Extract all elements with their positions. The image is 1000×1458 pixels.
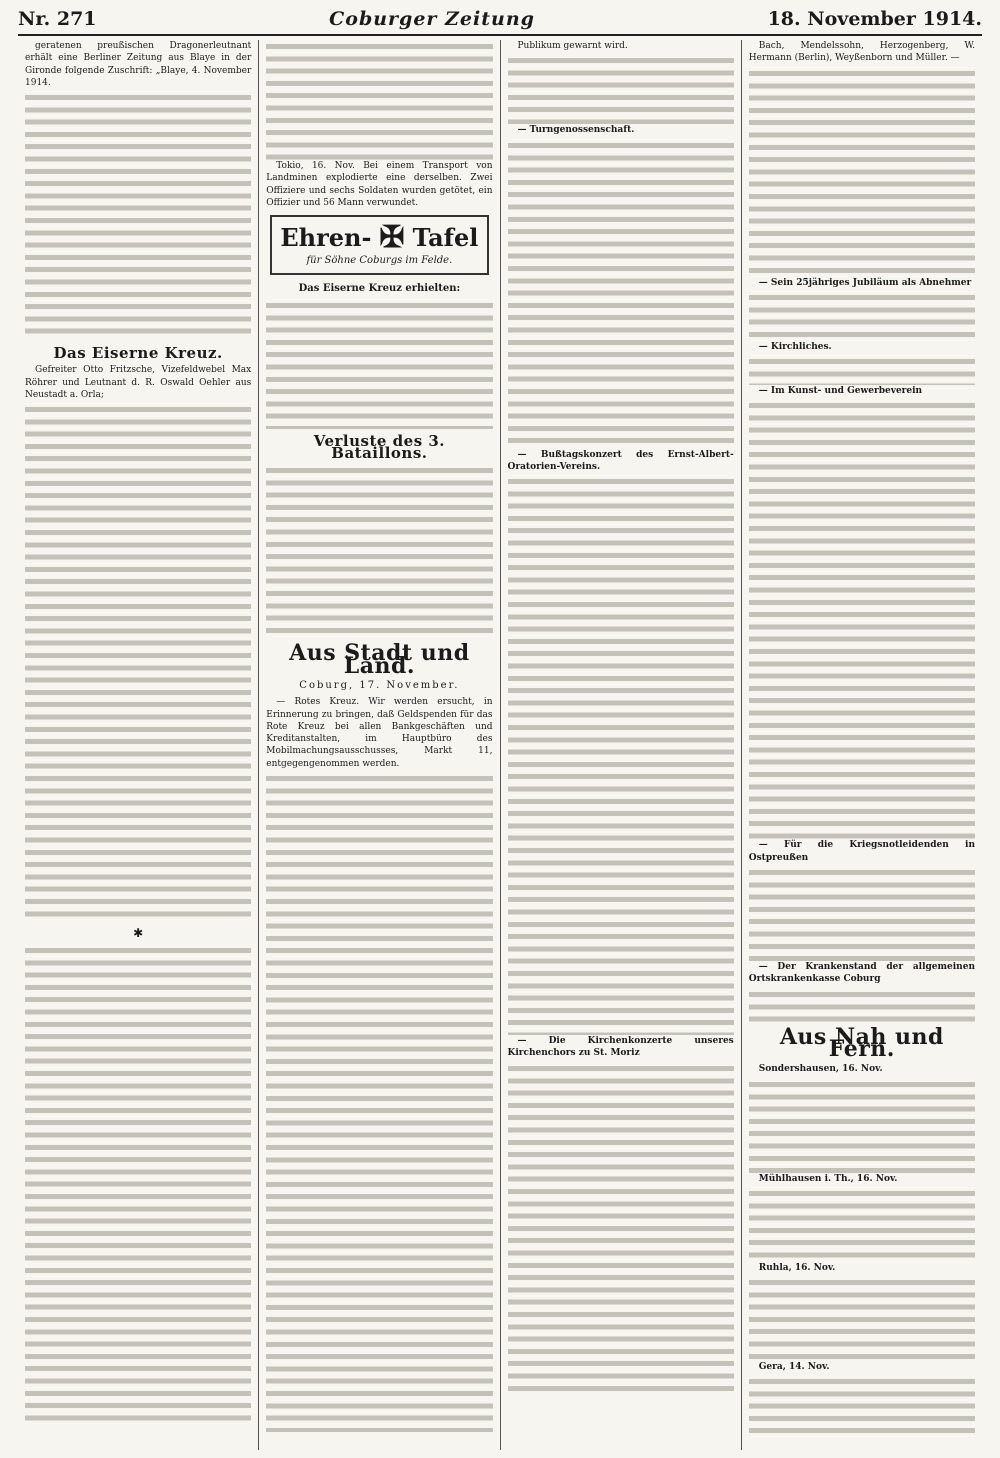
text-block [749, 1276, 975, 1361]
kunstverein-item: — Im Kunst- und Gewerbeverein [758, 386, 923, 397]
text-block [266, 40, 492, 160]
ehrentafel-title-right: Tafel [412, 223, 479, 253]
ostpreussen-item: — Für die Kriegsnotleidenden in Ostpreußen [748, 840, 975, 863]
newspaper-title: Coburger Zeitung [329, 8, 535, 30]
jubilaeum-item: — Sein 25jähriges Jubiläum als Abnehmer [758, 277, 972, 288]
text-block [25, 944, 251, 1424]
masthead-rule [18, 34, 982, 36]
text-block [749, 1375, 975, 1435]
col4-top-paragraph: Bach, Mendelssohn, Herzogenberg, W. Hermann (Berlin), Weyßenborn und Müller. — [748, 41, 975, 64]
kirchenkonzerte-item: — Die Kirchenkonzerte unseres Kirchenchors zu St. Moriz [507, 1036, 734, 1059]
columns [18, 40, 982, 1450]
muehlhausen-item: Mühlhausen i. Th., 16. Nov. [758, 1173, 898, 1184]
text-block [749, 355, 975, 385]
turngenossenschaft-item: — Turngenossenschaft. [517, 125, 635, 136]
column-2 [259, 40, 500, 1450]
section-heading-stadt-und-land: Aus Stadt und Land. [289, 640, 470, 679]
local-dateline: Coburg, 17. November. [299, 679, 460, 691]
col3-top-paragraph: Publikum gewarnt wird. [517, 41, 628, 51]
issue-number: Nr. 271 [18, 8, 97, 30]
text-block [749, 866, 975, 961]
ehrentafel-title [278, 220, 480, 256]
eisernes-kreuz-paragraph: Gefreiter Otto Fritzsche, Vizefeldwebel Max Röhrer und Leutnant d. R. Oswald Oehler aus Neustadt a. Orla; [25, 365, 252, 401]
kirchliches-item: — Kirchliches. [758, 341, 832, 352]
text-block [508, 475, 734, 1035]
text-block [266, 464, 492, 639]
text-block [266, 772, 492, 1432]
krankenkasse-item: — Der Krankenstand der allgemeinen Ortskrankenkasse Coburg [748, 962, 975, 985]
iron-cross-icon: ✠ [379, 220, 405, 256]
column-4 [742, 40, 982, 1450]
text-block [25, 403, 251, 923]
section-heading-eisernes-kreuz: Das Eiserne Kreuz. [53, 344, 223, 363]
text-block [508, 54, 734, 124]
ehrentafel-heading: Das Eiserne Kreuz erhielten: [298, 283, 461, 295]
ehrentafel-subtitle: für Söhne Coburgs im Felde. [306, 255, 453, 267]
section-heading-verluste: Verluste des 3. Bataillons. [313, 431, 446, 463]
sondershausen-item: Sondershausen, 16. Nov. [758, 1064, 883, 1075]
gera-item: Gera, 14. Nov. [758, 1362, 830, 1373]
ehrentafel-box [270, 215, 488, 275]
divider-star: ✱ [133, 926, 144, 941]
text-block [749, 291, 975, 341]
section-heading-nah-und-fern: Aus Nah und Fern. [779, 1023, 944, 1062]
text-block [749, 1187, 975, 1262]
text-block [508, 1062, 734, 1392]
busstagskonzert-item: — Bußtagskonzert des Ernst-Albert-Oratorien-Vereins. [507, 449, 734, 472]
text-block [25, 91, 251, 341]
column-1 [18, 40, 259, 1450]
masthead [18, 6, 982, 32]
column-3 [501, 40, 742, 1450]
text-block [266, 299, 492, 429]
intro-paragraph: geratenen preußischen Dragonerleutnant erhält eine Berliner Zeitung aus Blaye in der Gironde folgende Zuschrift: „Blaye, 4. November 1914. [25, 41, 252, 88]
text-block [508, 139, 734, 449]
rotes-kreuz-paragraph: — Rotes Kreuz. Wir werden ersucht, in Erinnerung zu bringen, daß Geldspenden für das Rote Kreuz bei allen Bankgeschäften und Kreditanstalten, im Hauptbüro des Mobilmachungsausschusses, Markt 11, entgegengenommen werden. [266, 697, 493, 769]
issue-date: 18. November 1914. [767, 8, 982, 30]
text-block [749, 988, 975, 1023]
tokio-paragraph: Tokio, 16. Nov. Bei einem Transport von Landminen explodierte eine derselben. Zwei Offiziere und sechs Soldaten wurden getötet, ein Offizier und 56 Mann verwundet. [266, 161, 493, 208]
ehrentafel-title-left: Ehren- [280, 223, 372, 253]
ruhla-item: Ruhla, 16. Nov. [758, 1262, 836, 1273]
text-block [749, 67, 975, 277]
text-block [749, 399, 975, 839]
text-block [749, 1078, 975, 1173]
